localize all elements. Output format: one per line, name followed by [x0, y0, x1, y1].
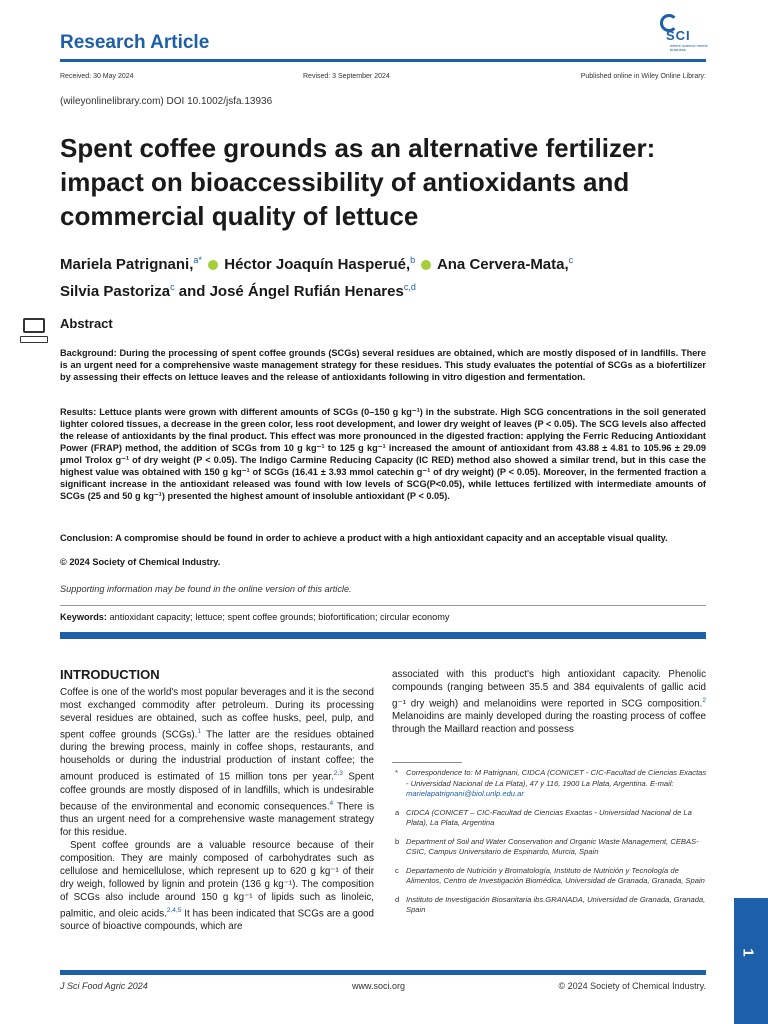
- abstract-background: Background: During the processing of spent coffee grounds (SCGs) several residues are obtained, which are mostly disposed of in landfills. There is an urgent need for a comprehensive waste management strategy for these residues. This study evaluates the potential of SCGs as a biofertilizer by assessing their effects on lettuce leaves and the release of antioxidants following in vitro digestion and fermentation.: [60, 348, 706, 382]
- citation-link[interactable]: 1: [197, 728, 201, 735]
- website-link[interactable]: www.soci.org: [352, 981, 406, 991]
- footnote-affiliation: b Department of Soil and Water Conservation and Organic Waste Management, CEBAS-CSIC, Campus Universitario de Espinardo, Murcia, Spain: [395, 836, 699, 856]
- sci-logo: [652, 14, 712, 56]
- footnote-affiliation: d Instituto de Investigación Biosanitaria ibs.GRANADA, Universidad de Granada, Granada, Spain: [395, 894, 706, 914]
- citation-link[interactable]: 2: [702, 697, 706, 704]
- citation-link[interactable]: 4: [329, 799, 334, 807]
- author-conjunction: and: [174, 283, 210, 300]
- affiliation-mark[interactable]: b: [410, 255, 416, 265]
- orcid-icon[interactable]: [208, 260, 218, 270]
- laptop-icon: [20, 317, 48, 345]
- published-date: Published online in Wiley Online Library:: [580, 73, 706, 80]
- footer-copyright: © 2024 Society of Chemical Industry.: [558, 981, 706, 991]
- author-name[interactable]: Silvia Pastoriza: [60, 283, 171, 300]
- abstract-copyright: © 2024 Society of Chemical Industry.: [60, 557, 221, 567]
- author-name[interactable]: Ana Cervera-Mata,: [436, 256, 569, 273]
- author-name[interactable]: José Ángel Rufián Henares: [209, 283, 404, 300]
- doi[interactable]: (wileyonlinelibrary.com) DOI 10.1002/jsfa.13936: [60, 96, 273, 107]
- supporting-info-note: Supporting information may be found in the online version of this article.: [60, 584, 352, 594]
- footnote-correspondence: * Correspondence to: M Patrignani, CIDCA (CONICET - CIC-Facultad de Ciencias Exactas - Universidad Nacional de La Plata), 47 y 116, 1900 La Plata, Argentina. E-mail: marielapatrignani@biol.unlp.edu.ar: [395, 768, 707, 798]
- body-column-right: [392, 668, 706, 736]
- divider: [60, 605, 706, 606]
- keywords-text: antioxidant capacity; lettuce; spent coffee grounds; biofortification; circular economy: [106, 612, 450, 622]
- footer-rule: [60, 970, 706, 975]
- affiliation-mark[interactable]: c: [568, 255, 574, 265]
- abstract-heading: Abstract: [60, 316, 113, 331]
- abstract-conclusion: Conclusion: A compromise should be found in order to achieve a product with a high antioxidant capacity and an acceptable visual quality.: [60, 533, 668, 543]
- footnote-affiliation: c Departamento de Nutrición y Bromatología, Instituto de Nutrición y Tecnología de Alimentos, Centro de Investigación Biomédica, Universidad de Granada, Granada, Spain: [395, 865, 705, 885]
- logo-text: SCI: [666, 28, 691, 43]
- body-paragraph: Coffee is one of the world's most popular beverages and it is the second most exchanged commodity after petroleum. During its processing several residues are obtained, such as coffee husks, peel, pulp, and spent coffee grounds (SCGs).$^1$ The latter are the residues obtained during the brewing process, mainly in coffee shops, restaurants, and households or during the industrial production of instant coffee; the amount produced is estimated of 15 million tons per year.$^{2,3}$ Spent coffee grounds are mostly disposed of in landfills, which is undesirable because of the environmental and economic consequences.$^4$ There is thus an urgent need for a comprehensive waste management strategy for this residue.: [60, 687, 375, 838]
- page-number-tab: [734, 898, 768, 1024]
- journal-citation: J Sci Food Agric 2024: [60, 981, 148, 991]
- orcid-icon[interactable]: [421, 260, 431, 270]
- article-title: Spent coffee grounds as an alternative fertilizer: impact on bioaccessibility of antioxidants and commercial quality of lettuce: [60, 133, 656, 231]
- citation-link[interactable]: 2,4,5: [166, 906, 182, 914]
- keywords-label: Keywords:: [60, 612, 107, 622]
- footnote-divider: [392, 762, 462, 763]
- email-link[interactable]: marielapatrignani@biol.unlp.edu.ar: [406, 789, 524, 798]
- body-paragraph: Spent coffee grounds are a valuable resource because of their composition. They are mainly composed of carbohydrates such as cellulose and hemicellulose, which represent up to 620 g kg⁻¹ of their dry weigh, followed by lignin and protein (136 g kg⁻¹). The composition of SCGs also include around 150 g kg⁻¹ of lipids such as linoleic, palmitic, and oleic acids.$^{2,4,5}$ It has been indicated that SCGs are a good source of bioactive compounds, which are: [60, 839, 375, 933]
- author-list: [60, 249, 720, 303]
- header-rule: [60, 59, 706, 62]
- affiliation-mark[interactable]: c,d: [403, 282, 416, 292]
- keywords: [60, 612, 450, 622]
- affiliation-mark[interactable]: c: [170, 282, 175, 292]
- citation-link[interactable]: 2,3: [333, 770, 343, 778]
- logo-tagline: where science meets business: [670, 43, 708, 52]
- introduction-heading: INTRODUCTION: [60, 667, 160, 682]
- footnotes: [392, 768, 708, 924]
- body-paragraph: associated with this product's high antioxidant capacity. Phenolic compounds (ranging between 35.5 and 384 equivalents of gallic acid g⁻¹ dry weigh) and melanoidins were reported in SCG composition.$^2$ Melanoidins are mainly developed during the roasting process of coffee through the Maillard reaction and possess: [392, 669, 706, 736]
- section-divider: [60, 632, 706, 639]
- footnote-affiliation: a CIDCA (CONICET – CIC-Facultad de Ciencias Exactas - Universidad Nacional de La Plata), La Plata, Argentina: [395, 807, 692, 827]
- revised-date: Revised: 3 September 2024: [303, 73, 390, 80]
- page-number: 1: [739, 948, 757, 957]
- section-label: Research Article: [60, 32, 210, 53]
- author-name[interactable]: Mariela Patrignani,: [60, 256, 194, 273]
- body-column-left: [60, 686, 374, 933]
- affiliation-mark[interactable]: a*: [193, 255, 202, 265]
- author-name[interactable]: Héctor Joaquín Hasperué,: [224, 256, 411, 273]
- abstract-results: Results: Lettuce plants were grown with different amounts of SCGs (0–150 g kg⁻¹) in the substrate. High SCG concentrations in the soil generated lighter colored tissues, a decrease in the green color, less root development, and lower dry weight of leaves (P < 0.05). The SCG levels also affected the release of antioxidants by the final product. This effect was more pronounced in the digested fraction: applying the Ferric Reducing Antioxidant Power (FRAP) method, the addition of SCGs from 10 g kg⁻¹ to 125 g kg⁻¹ increased the amount of antioxidant from 43.88 ± 4.81 to 105.96 ± 29.09 μmol Trolox g⁻¹ of dry weight (P < 0.05). The Indigo Carmine Reducing Capacity (IC RED) method also showed a similar trend, but in this case the highest value was obtained with 150 g kg⁻¹ of SCGs (16.41 ± 3.93 mmol catechin g⁻¹ of dry weight) (P < 0.05). Moreover, in the fermented fraction a significant increase in the antioxidant released was found with low levels of SCG(P<0.05), while lettuces fertilized with intermediate amounts of SCGs (25 and 50 g kg⁻¹) presented the highest amount of insoluble antioxidant (P < 0.05).: [60, 407, 706, 501]
- received-date: Received: 30 May 2024: [60, 73, 134, 80]
